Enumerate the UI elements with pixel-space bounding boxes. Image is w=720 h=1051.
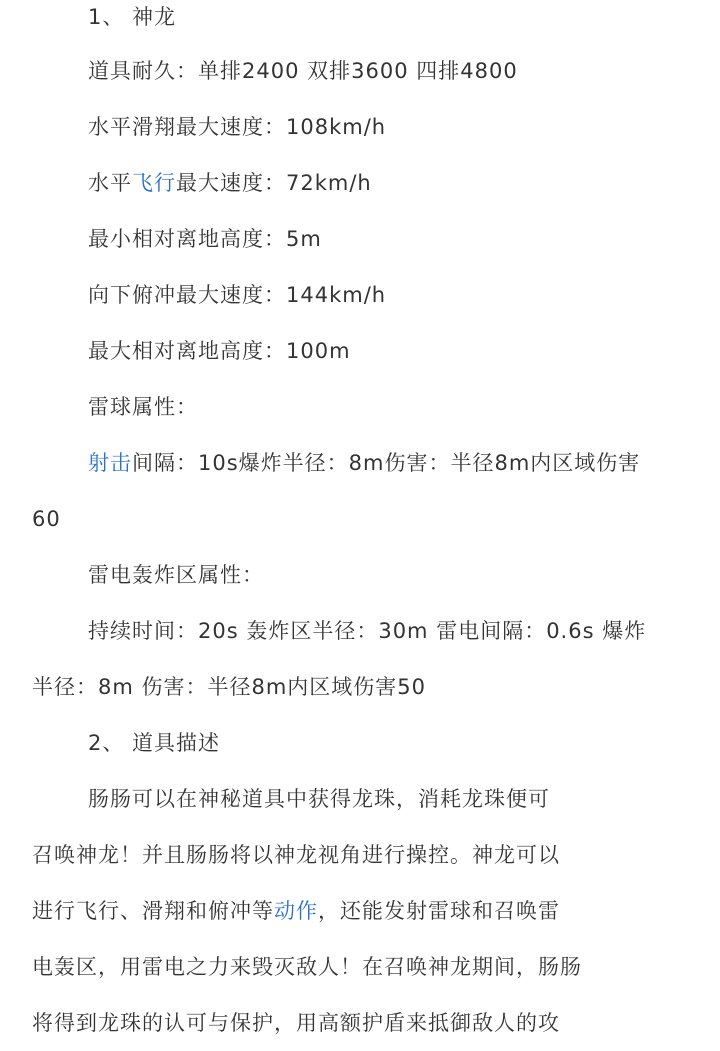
thunderball-line-1 <box>88 448 640 478</box>
description-line-3-suffix: ，还能发射雷球和召唤雷 <box>318 899 560 923</box>
min-height-line: 最小相对离地高度：5m <box>88 227 322 251</box>
thunder-zone-line-1: 持续时间：20s 轰炸区半径：30m 雷电间隔：0.6s 爆炸 <box>88 619 647 643</box>
glide-speed-line: 水平滑翔最大速度：108km/h <box>88 115 387 139</box>
thunder-zone-line-2: 半径：8m 伤害：半径8m内区域伤害50 <box>32 675 427 699</box>
fly-speed-line <box>88 168 372 198</box>
thunderball-line-1-text: 间隔：10s爆炸半径：8m伤害：半径8m内区域伤害 <box>132 451 641 475</box>
durability-line: 道具耐久：单排2400 双排3600 四排4800 <box>88 59 518 83</box>
section-2-heading: 2、 道具描述 <box>88 731 221 755</box>
fly-speed-prefix: 水平 <box>88 171 132 195</box>
thunderball-title: 雷球属性： <box>88 395 198 419</box>
description-line-5: 将得到龙珠的认可与保护，用高额护盾来抵御敌人的攻 <box>32 1011 560 1035</box>
description-line-4: 电轰区，用雷电之力来毁灭敌人！在召唤神龙期间，肠肠 <box>32 955 582 979</box>
thunder-zone-title: 雷电轰炸区属性： <box>88 563 264 587</box>
shoot-link[interactable]: 射击 <box>88 451 132 475</box>
description-line-3 <box>32 896 560 926</box>
fly-speed-suffix: 最大速度：72km/h <box>176 171 372 195</box>
section-1-heading: 1、 神龙 <box>88 5 177 29</box>
dive-speed-line: 向下俯冲最大速度：144km/h <box>88 283 387 307</box>
action-link[interactable]: 动作 <box>274 899 318 923</box>
max-height-line: 最大相对离地高度：100m <box>88 339 351 363</box>
fly-link[interactable]: 飞行 <box>132 171 176 195</box>
description-line-1: 肠肠可以在神秘道具中获得龙珠，消耗龙珠便可 <box>88 787 550 811</box>
description-line-3-prefix: 进行飞行、滑翔和俯冲等 <box>32 899 274 923</box>
description-line-2: 召唤神龙！并且肠肠将以神龙视角进行操控。神龙可以 <box>32 843 560 867</box>
thunderball-line-2: 60 <box>32 507 61 531</box>
